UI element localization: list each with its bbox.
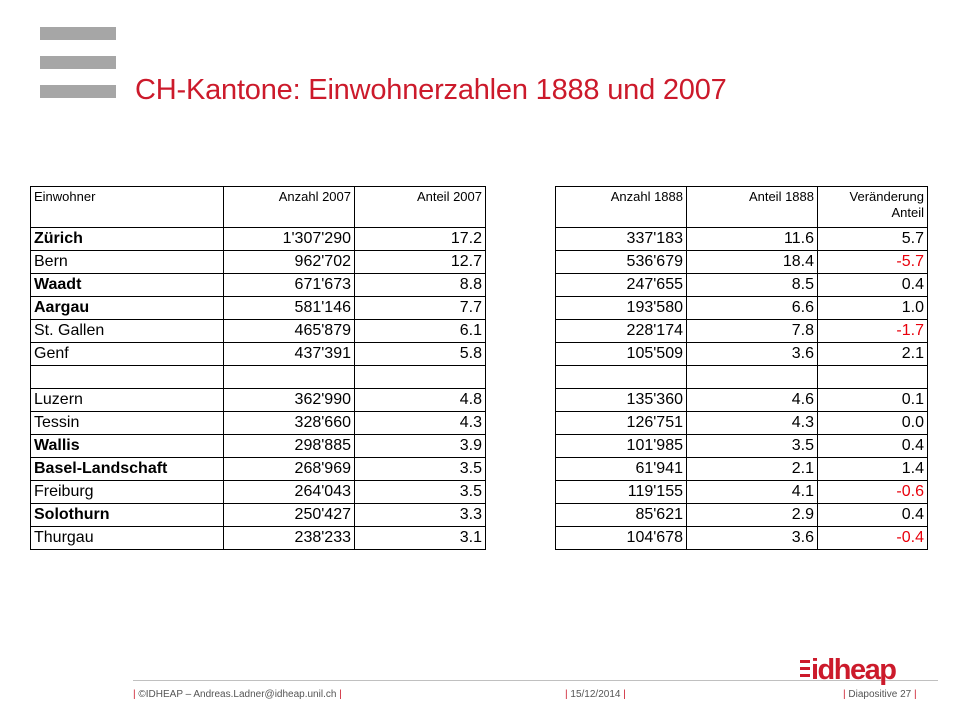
anzahl-2007-cell: 671'673 <box>224 274 355 297</box>
anteil-2007-cell: 17.2 <box>355 228 486 251</box>
anteil-2007-cell: 8.8 <box>355 274 486 297</box>
anzahl-1888-cell: 119'155 <box>556 481 687 504</box>
spacer-cell <box>486 527 556 550</box>
anteil-2007-cell: 3.9 <box>355 435 486 458</box>
anteil-1888-cell: 2.1 <box>687 458 818 481</box>
table-row <box>31 527 928 550</box>
header-anzahl-2007: Anzahl 2007 <box>224 187 355 228</box>
anteil-2007-cell: 7.7 <box>355 297 486 320</box>
veraenderung-cell: 0.4 <box>818 274 928 297</box>
anzahl-1888-cell: 85'621 <box>556 504 687 527</box>
anzahl-2007-cell: 437'391 <box>224 343 355 366</box>
canton-name-cell: Thurgau <box>31 527 224 550</box>
table-row <box>31 320 928 343</box>
table-row <box>31 504 928 527</box>
canton-name-cell: Wallis <box>31 435 224 458</box>
header-anzahl-1888: Anzahl 1888 <box>556 187 687 228</box>
spacer-cell <box>486 389 556 412</box>
table-cell <box>556 366 687 389</box>
veraenderung-cell: -0.4 <box>818 527 928 550</box>
table-row <box>31 228 928 251</box>
anzahl-2007-cell: 465'879 <box>224 320 355 343</box>
anteil-2007-cell: 3.3 <box>355 504 486 527</box>
table-row <box>31 274 928 297</box>
veraenderung-cell: 1.4 <box>818 458 928 481</box>
anteil-2007-cell: 4.3 <box>355 412 486 435</box>
anzahl-1888-cell: 126'751 <box>556 412 687 435</box>
anzahl-2007-cell: 962'702 <box>224 251 355 274</box>
veraenderung-cell: 1.0 <box>818 297 928 320</box>
anzahl-1888-cell: 61'941 <box>556 458 687 481</box>
footer-author-text: ©IDHEAP – Andreas.Ladner@idheap.unil.ch <box>138 689 337 700</box>
spacer-cell <box>486 366 556 389</box>
anteil-2007-cell: 6.1 <box>355 320 486 343</box>
table-cell <box>687 366 818 389</box>
anzahl-1888-cell: 337'183 <box>556 228 687 251</box>
anteil-1888-cell: 8.5 <box>687 274 818 297</box>
table-row <box>31 251 928 274</box>
table-cell <box>31 366 224 389</box>
menu-icon[interactable] <box>40 27 116 114</box>
veraenderung-cell: 5.7 <box>818 228 928 251</box>
anteil-1888-cell: 7.8 <box>687 320 818 343</box>
anzahl-2007-cell: 298'885 <box>224 435 355 458</box>
anzahl-1888-cell: 193'580 <box>556 297 687 320</box>
table-row <box>31 412 928 435</box>
anteil-1888-cell: 3.6 <box>687 343 818 366</box>
anzahl-2007-cell: 581'146 <box>224 297 355 320</box>
veraenderung-cell: 2.1 <box>818 343 928 366</box>
header-veraenderung-line2: Anteil <box>891 205 924 220</box>
canton-name-cell: Bern <box>31 251 224 274</box>
canton-name-cell: Basel-Landschaft <box>31 458 224 481</box>
table-row <box>31 458 928 481</box>
canton-name-cell: Tessin <box>31 412 224 435</box>
veraenderung-cell: -0.6 <box>818 481 928 504</box>
veraenderung-cell: 0.1 <box>818 389 928 412</box>
idheap-logo <box>800 651 912 691</box>
population-table <box>30 186 928 550</box>
anteil-1888-cell: 18.4 <box>687 251 818 274</box>
anteil-2007-cell: 12.7 <box>355 251 486 274</box>
veraenderung-cell: 0.4 <box>818 435 928 458</box>
anzahl-1888-cell: 135'360 <box>556 389 687 412</box>
table-row <box>31 481 928 504</box>
anteil-1888-cell: 3.5 <box>687 435 818 458</box>
canton-name-cell: Genf <box>31 343 224 366</box>
spacer-cell <box>486 320 556 343</box>
spacer-cell <box>486 187 556 228</box>
table-cell <box>818 366 928 389</box>
spacer-cell <box>486 481 556 504</box>
header-veraenderung-line1: Veränderung <box>849 189 924 204</box>
anteil-2007-cell: 4.8 <box>355 389 486 412</box>
canton-name-cell: Waadt <box>31 274 224 297</box>
spacer-cell <box>486 435 556 458</box>
spacer-cell <box>486 343 556 366</box>
header-anteil-2007: Anteil 2007 <box>355 187 486 228</box>
footer-slide-number: | Diapositive 27 | <box>843 689 917 700</box>
canton-name-cell: Freiburg <box>31 481 224 504</box>
canton-name-cell: St. Gallen <box>31 320 224 343</box>
veraenderung-cell: -1.7 <box>818 320 928 343</box>
spacer-cell <box>486 412 556 435</box>
footer-slide-text: Diapositive 27 <box>848 689 912 700</box>
anzahl-2007-cell: 362'990 <box>224 389 355 412</box>
anteil-2007-cell: 5.8 <box>355 343 486 366</box>
slide-title: CH-Kantone: Einwohnerzahlen 1888 und 2007 <box>135 74 727 106</box>
anteil-2007-cell: 3.5 <box>355 458 486 481</box>
anzahl-1888-cell: 104'678 <box>556 527 687 550</box>
footer-author: | ©IDHEAP – Andreas.Ladner@idheap.unil.ch | <box>133 689 342 700</box>
veraenderung-cell: -5.7 <box>818 251 928 274</box>
spacer-cell <box>486 251 556 274</box>
footer-date: | 15/12/2014 | <box>565 689 626 700</box>
table-row <box>31 343 928 366</box>
anzahl-2007-cell: 328'660 <box>224 412 355 435</box>
table-header-row <box>31 187 928 228</box>
spacer-cell <box>486 274 556 297</box>
anzahl-1888-cell: 536'679 <box>556 251 687 274</box>
anzahl-2007-cell: 238'233 <box>224 527 355 550</box>
canton-name-cell: Zürich <box>31 228 224 251</box>
table-cell <box>224 366 355 389</box>
table-cell <box>355 366 486 389</box>
anteil-2007-cell: 3.1 <box>355 527 486 550</box>
header-veraenderung <box>818 187 928 228</box>
anteil-2007-cell: 3.5 <box>355 481 486 504</box>
canton-name-cell: Aargau <box>31 297 224 320</box>
anteil-1888-cell: 4.3 <box>687 412 818 435</box>
table-row-blank <box>31 366 928 389</box>
anzahl-2007-cell: 268'969 <box>224 458 355 481</box>
anteil-1888-cell: 6.6 <box>687 297 818 320</box>
anzahl-1888-cell: 101'985 <box>556 435 687 458</box>
anzahl-1888-cell: 228'174 <box>556 320 687 343</box>
anzahl-1888-cell: 105'509 <box>556 343 687 366</box>
spacer-cell <box>486 228 556 251</box>
svg-text:idheap: idheap <box>811 654 896 686</box>
anteil-1888-cell: 3.6 <box>687 527 818 550</box>
veraenderung-cell: 0.4 <box>818 504 928 527</box>
anteil-1888-cell: 4.1 <box>687 481 818 504</box>
table-row <box>31 389 928 412</box>
canton-name-cell: Solothurn <box>31 504 224 527</box>
footer-date-text: 15/12/2014 <box>570 689 621 700</box>
table-row <box>31 435 928 458</box>
anteil-1888-cell: 4.6 <box>687 389 818 412</box>
anzahl-2007-cell: 1'307'290 <box>224 228 355 251</box>
spacer-cell <box>486 297 556 320</box>
anteil-1888-cell: 2.9 <box>687 504 818 527</box>
anzahl-1888-cell: 247'655 <box>556 274 687 297</box>
anzahl-2007-cell: 250'427 <box>224 504 355 527</box>
table-row <box>31 297 928 320</box>
canton-name-cell: Luzern <box>31 389 224 412</box>
anzahl-2007-cell: 264'043 <box>224 481 355 504</box>
header-anteil-1888: Anteil 1888 <box>687 187 818 228</box>
veraenderung-cell: 0.0 <box>818 412 928 435</box>
header-einwohner: Einwohner <box>31 187 224 228</box>
spacer-cell <box>486 504 556 527</box>
spacer-cell <box>486 458 556 481</box>
anteil-1888-cell: 11.6 <box>687 228 818 251</box>
